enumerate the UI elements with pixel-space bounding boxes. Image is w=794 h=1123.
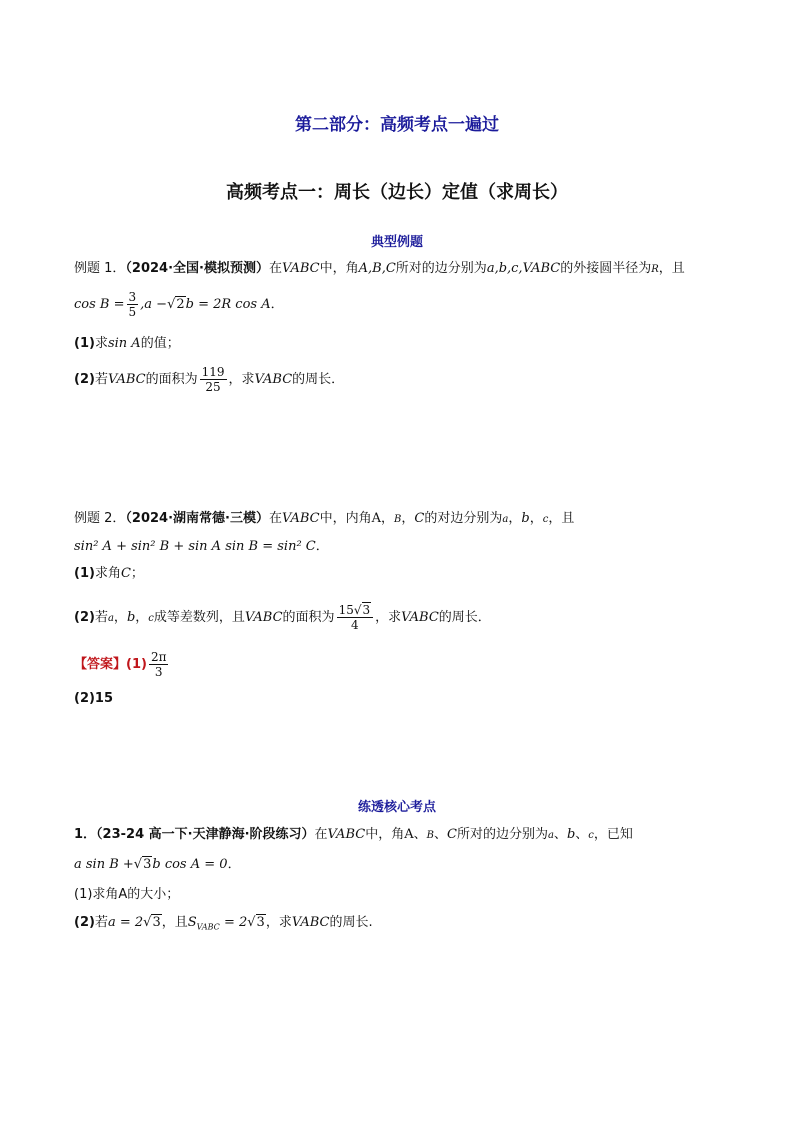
fraction: $\frac{15√3}{4}$ — [337, 603, 374, 632]
example-2-answer-2: (2)15 — [74, 691, 114, 706]
example-2-condition: sin² A + sin² B + sin A sin B = sin² C． — [74, 539, 329, 554]
example-2-source: （2024·湖南常德·三模） — [125, 511, 269, 526]
practice-1-source: （23-24 高一下·天津静海·阶段练习） — [96, 827, 315, 842]
answer-tag: 【答案】 — [74, 657, 127, 672]
section-title: 高频考点一：周长（边长）定值（求周长） — [226, 182, 568, 203]
example-1-source: （2024·全国·模拟预测） — [125, 261, 269, 276]
practice-1-condition: a sin B +√3b cos A = 0． — [74, 857, 241, 872]
practice-1-question-1: (1)求角A的大小； — [74, 887, 180, 902]
triangle-symbol: VABC — [281, 261, 320, 276]
fraction: $\frac{119}{25}$ — [201, 365, 225, 394]
heading-practice: 练透核心考点 — [357, 800, 436, 815]
example-2-answer-1: 【答案】(1) $\frac{2\pi}{3}$ — [74, 650, 167, 679]
example-2-label: 例题 2． — [74, 511, 126, 526]
example-1-question-1: (1)求sin A的值； — [74, 336, 180, 351]
example-1-stem: 例题 1．（2024·全国·模拟预测）在VABC中，角A,B,C所对的边分别为a,b,c,VABC的外接圆半径为R，且 — [74, 261, 685, 276]
fraction: $\frac{2\pi}{3}$ — [150, 650, 167, 679]
example-2-question-1: (1)求角C； — [74, 566, 144, 581]
sqrt: √2 — [167, 297, 185, 312]
heading-examples: 典型例题 — [370, 235, 423, 250]
practice-1-stem: 1．（23-24 高一下·天津静海·阶段练习）在VABC中，角A、B、C所对的边分别为a、b、c，已知 — [74, 827, 633, 842]
example-1-condition: cos B = $\frac{3}{5}$ ,a −√2b = 2R cos A． — [74, 290, 284, 319]
page-title: 第二部分：高频考点一遍过 — [295, 115, 499, 135]
practice-1-question-2: (2)若a = 2√3，且$S_{VABC} = 2√3$，求VABC的周长. — [74, 915, 373, 932]
fraction: $\frac{3}{5}$ — [128, 290, 137, 319]
example-1-question-2: (2)若VABC的面积为 $\frac{119}{25}$ ，求VABC的周长． — [74, 365, 345, 394]
example-1-label: 例题 1． — [74, 261, 126, 276]
example-2-stem: 例题 2．（2024·湖南常德·三模）在VABC中，内角A，B，C的对边分别为a，b，c，且 — [74, 511, 575, 526]
example-2-question-2: (2)若a，b，c成等差数列，且VABC的面积为 $\frac{15√3}{4}$ ，求VABC的周长． — [74, 603, 491, 632]
practice-1-label: 1． — [74, 827, 97, 842]
